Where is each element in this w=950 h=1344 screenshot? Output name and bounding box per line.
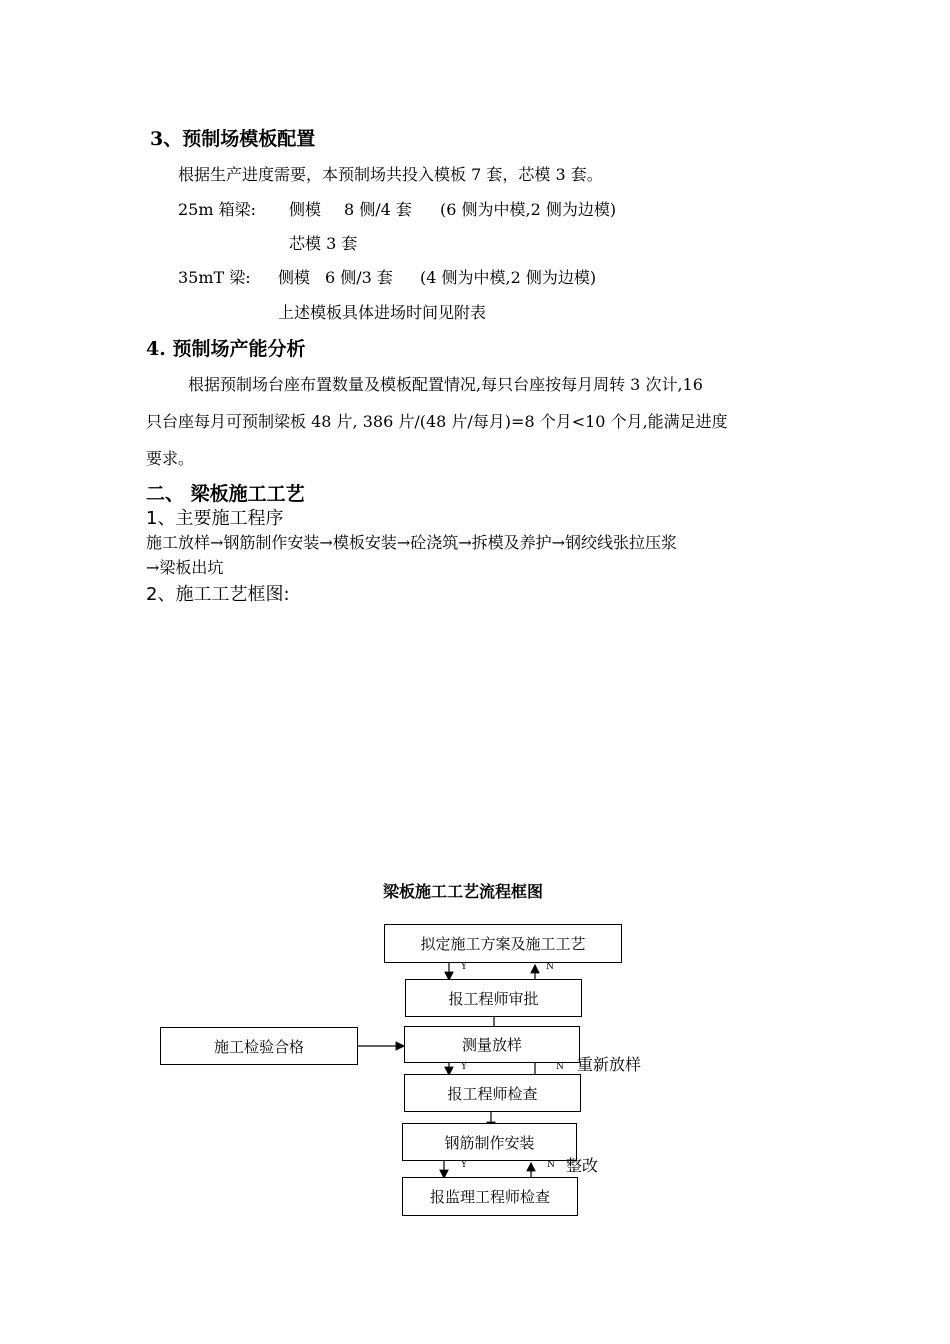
box-girder-count: 8 侧/4 套 [344,200,412,219]
t-beam-note: (4 侧为中模,2 侧为边模) [420,268,597,287]
procedure-line1: 施工放样→钢筋制作安装→模板安装→砼浇筑→拆模及养护→钢绞线张拉压浆 [146,533,678,552]
box-girder-side-form: 侧模 [289,200,322,219]
section4-para-line2: 只台座每月可预制梁板 48 片, 386 片/(48 片/每月)=8 个月<10 个月,能满足进度 [146,412,728,431]
flow-box-check: 报工程师检查 [404,1074,581,1112]
t-beam-side-form: 侧模 [278,268,311,287]
t-beam-count: 6 侧/3 套 [325,268,393,287]
flow-box-plan: 拟定施工方案及施工工艺 [384,924,622,963]
procedure-line2: →梁板出坑 [146,558,224,577]
section4-para-line3: 要求。 [146,449,195,468]
box-girder-label: 25m 箱梁: [178,200,257,219]
box-girder-note: (6 侧为中模,2 侧为边模) [440,200,617,219]
section4-heading: 4. 预制场产能分析 [146,338,306,360]
mark-y-3: Y [461,1160,467,1170]
flow-box-supervise: 报监理工程师检查 [402,1177,578,1216]
flow-box-approve: 报工程师审批 [405,979,582,1017]
part2-sub2: 2、施工工艺框图: [146,584,290,605]
flow-box-qualified: 施工检验合格 [160,1027,358,1065]
section3-line1: 根据生产进度需要，本预制场共投入模板 7 套，芯模 3 套。 [178,165,603,184]
section3-heading: 3、预制场模板配置 [150,128,316,150]
mark-y-2: Y [461,1062,467,1072]
part2-sub1: 1、主要施工程序 [146,508,284,529]
part2-heading: 二、 梁板施工工艺 [146,483,305,505]
section3-note: 上述模板具体进场时间见附表 [278,303,487,322]
label-resurvey: 重新放样 [577,1055,642,1074]
mark-y-1: Y [461,962,467,972]
flowchart-title: 梁板施工工艺流程框图 [383,882,544,901]
mark-n-3: N [547,1160,555,1170]
section4-para-line1: 根据预制场台座布置数量及模板配置情况,每只台座按每月周转 3 次计,16 [188,375,703,394]
flow-box-survey: 测量放样 [404,1026,580,1063]
flow-box-rebar: 钢筋制作安装 [402,1123,577,1161]
mark-n-1: N [546,962,554,972]
box-girder-core-form: 芯模 3 套 [289,234,358,253]
label-rectify: 整改 [566,1156,599,1175]
mark-n-2: N [556,1062,564,1072]
t-beam-label: 35mT 梁: [178,268,251,287]
